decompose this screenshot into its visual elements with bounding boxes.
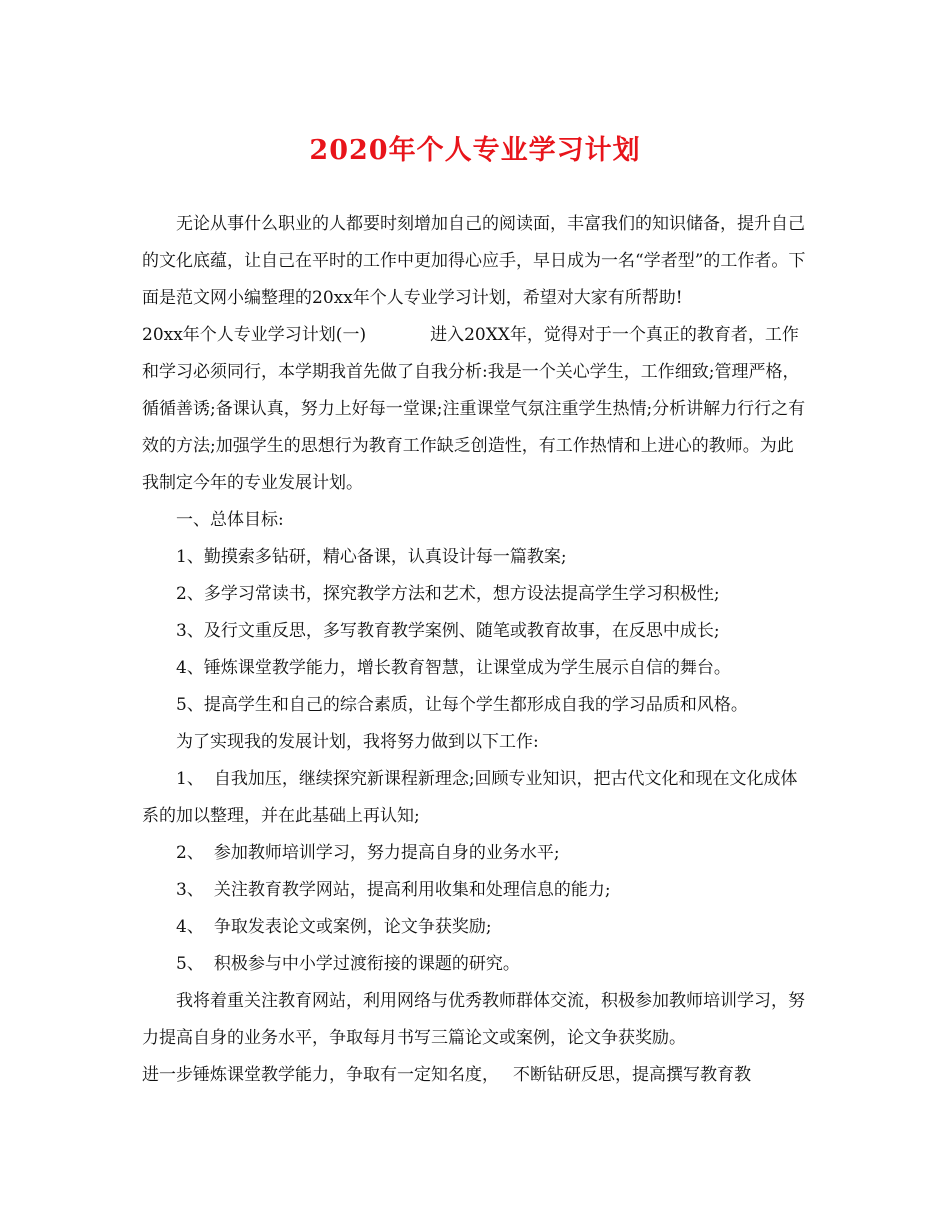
task-text: 自我加压，继续探究新课程新理念;回顾专业知识，把古代文化和现在文化成体系的加以整理，并在此基础上再认知; <box>142 769 798 826</box>
document-body <box>142 206 810 1094</box>
task-item <box>142 835 810 872</box>
task-number: 4、 <box>176 917 204 937</box>
section-heading: 20xx年个人专业学习计划(一) <box>142 325 367 345</box>
closing-paragraph: 我将着重关注教育网站，利用网络与优秀教师群体交流，积极参加教师培训学习，努力提高自身的业务水平，争取每月书写三篇论文或案例，论文争获奖励。 <box>142 991 805 1048</box>
task-text: 积极参与中小学过渡衔接的课题的研究。 <box>213 954 520 974</box>
goals-heading: 一、总体目标: <box>176 510 284 530</box>
goal-item: 5、提高学生和自己的综合素质，让每个学生都形成自我的学习品质和风格。 <box>176 695 748 715</box>
goal-item: 1、勤摸索多钻研，精心备课，认真设计每一篇教案; <box>176 547 567 567</box>
tasks-heading: 为了实现我的发展计划，我将努力做到以下工作: <box>176 732 539 752</box>
closing-continuation <box>142 1057 810 1094</box>
task-item <box>142 946 810 983</box>
task-item <box>142 872 810 909</box>
task-text: 关注教育教学网站，提高利用收集和处理信息的能力; <box>213 880 611 900</box>
task-text: 争取发表论文或案例，论文争获奖励; <box>213 917 492 937</box>
task-number: 1、 <box>176 769 204 789</box>
task-item <box>142 909 810 946</box>
task-number: 2、 <box>176 843 204 863</box>
task-text: 参加教师培训学习，努力提高自身的业务水平; <box>213 843 560 863</box>
task-item <box>142 761 810 835</box>
closing-text-b: 不断钻研反思，提高撰写教育教 <box>513 1065 751 1085</box>
goal-item: 4、锤炼课堂教学能力，增长教育智慧，让课堂成为学生展示自信的舞台。 <box>176 658 731 678</box>
section-paragraph <box>142 317 810 502</box>
page-title: 2020年个人专业学习计划 <box>309 135 641 166</box>
section-intro: 进入20XX年，觉得对于一个真正的教育者，工作和学习必须同行，本学期我首先做了自我分析:我是一个关心学生，工作细致;管理严格，循循善诱;备课认真，努力上好每一堂课;注重课堂气氛注重学生热情;分析讲解力行行之有效的方法;加强学生的思想行为教育工作缺乏创造性，有工作热情和上进心的教师。为此我制定今年的专业发展计划。 <box>142 325 806 493</box>
intro-paragraph: 无论从事什么职业的人都要时刻增加自己的阅读面，丰富我们的知识储备，提升自己的文化底蕴，让自己在平时的工作中更加得心应手，早日成为一名“学者型”的工作者。下面是范文网小编整理的20xx年个人专业学习计划，希望对大家有所帮助! <box>142 214 806 308</box>
closing-text-a: 进一步锤炼课堂教学能力，争取有一定知名度， <box>142 1065 499 1085</box>
task-number: 3、 <box>176 880 204 900</box>
goal-item: 3、及行文重反思，多写教育教学案例、随笔或教育故事，在反思中成长; <box>176 621 720 641</box>
goal-item: 2、多学习常读书，探究教学方法和艺术，想方设法提高学生学习积极性; <box>176 584 720 604</box>
task-number: 5、 <box>176 954 204 974</box>
